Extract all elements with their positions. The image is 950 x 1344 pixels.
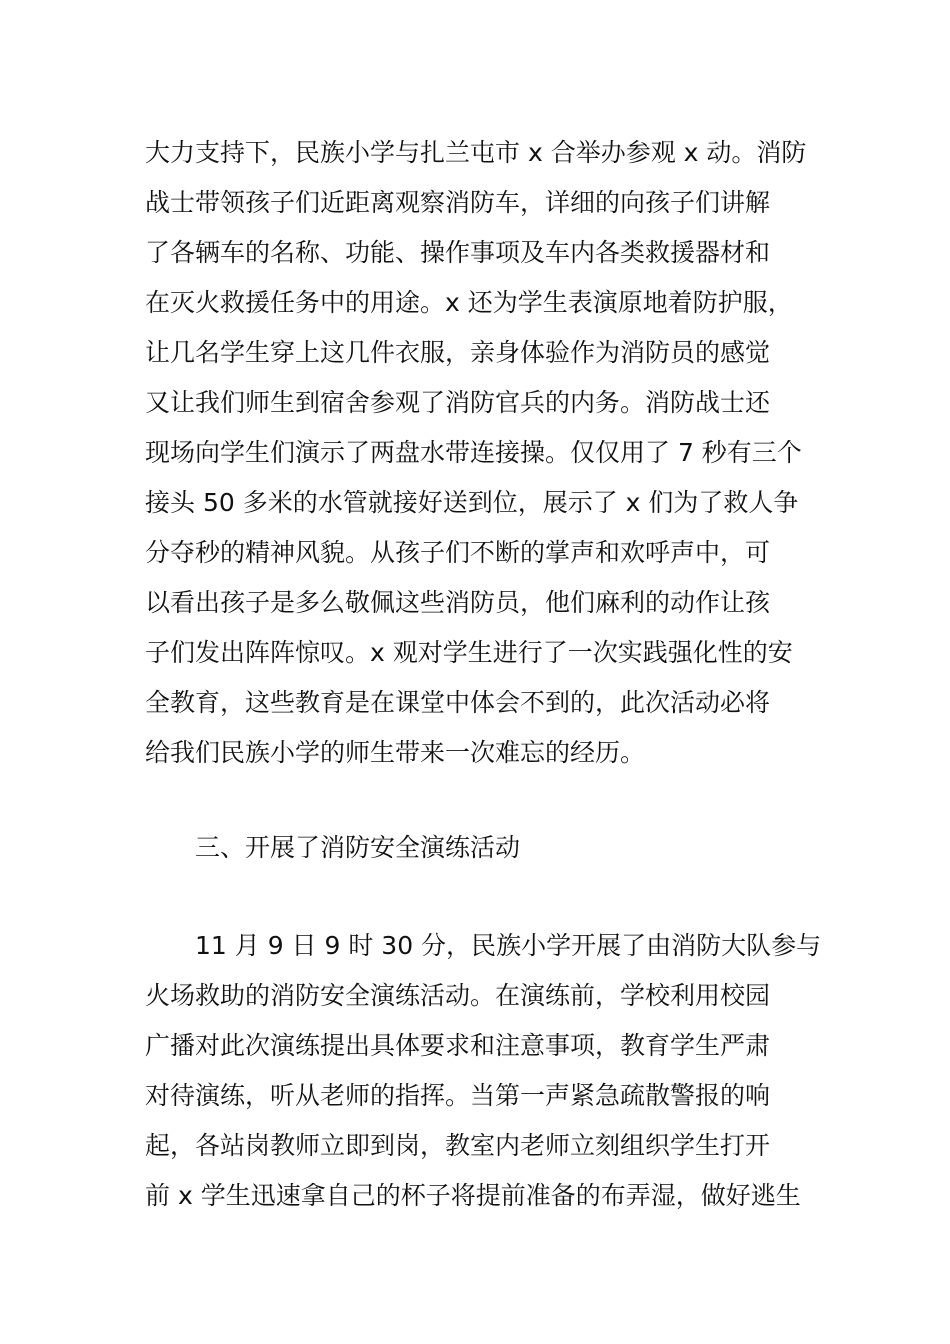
paragraph-line: 让几名学生穿上这几件衣服，亲身体验作为消防员的感觉	[145, 338, 771, 367]
paragraph-line: 在灭火救援任务中的用途。x 还为学生表演原地着防护服，	[145, 288, 793, 317]
paragraph-line: 接头 50 多米的水管就接好送到位，展示了 x 们为了救人争	[145, 488, 799, 517]
paragraph-line: 以看出孩子是多么敬佩这些消防员，他们麻利的动作让孩	[145, 588, 771, 617]
paragraph-line: 全教育，这些教育是在课堂中体会不到的，此次活动必将	[145, 688, 771, 717]
paragraph-line: 战士带领孩子们近距离观察消防车，详细的向孩子们讲解	[145, 188, 771, 217]
paragraph-line: 现场向学生们演示了两盘水带连接操。仅仅用了 7 秒有三个	[145, 438, 802, 467]
paragraph-line: 子们发出阵阵惊叹。x 观对学生进行了一次实践强化性的安	[145, 638, 793, 667]
paragraph-line: 对待演练，听从老师的指挥。当第一声紧急疏散警报的响	[145, 1081, 771, 1110]
paragraph-line: 了各辆车的名称、功能、操作事项及车内各类救援器材和	[145, 238, 771, 267]
section-heading-text: 三、开展了消防安全演练活动	[195, 833, 521, 862]
paragraph-line: 前 x 学生迅速拿自己的杯子将提前准备的布弄湿，做好逃生	[145, 1181, 801, 1210]
body-paragraph-1	[145, 128, 815, 778]
paragraph-line: 又让我们师生到宿舍参观了消防官兵的内务。消防战士还	[145, 388, 771, 417]
paragraph-line: 火场救助的消防安全演练活动。在演练前，学校利用校园	[145, 981, 771, 1010]
paragraph-line: 广播对此次演练提出具体要求和注意事项，教育学生严肃	[145, 1031, 771, 1060]
paragraph-line: 起，各站岗教师立即到岗，教室内老师立刻组织学生打开	[145, 1131, 771, 1160]
paragraph-line: 分夺秒的精神风貌。从孩子们不断的掌声和欢呼声中，可	[145, 538, 771, 567]
section-heading	[145, 823, 815, 873]
body-paragraph-2	[145, 921, 822, 1221]
paragraph-line: 给我们民族小学的师生带来一次难忘的经历。	[145, 738, 646, 767]
paragraph-line: 11 月 9 日 9 时 30 分，民族小学开展了由消防大队参与	[195, 931, 822, 960]
paragraph-line: 大力支持下，民族小学与扎兰屯市 x 合举办参观 x 动。消防	[145, 138, 807, 167]
